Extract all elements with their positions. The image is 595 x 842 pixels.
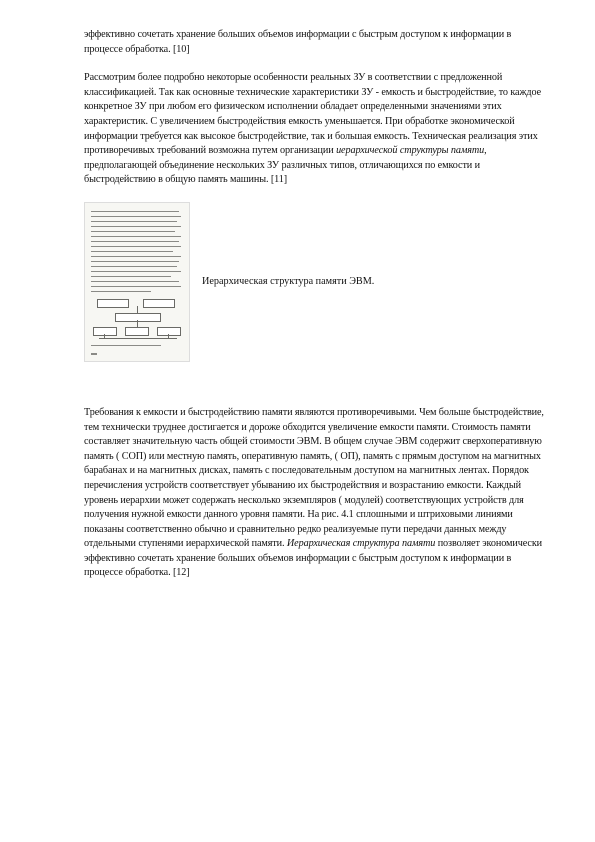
paragraph-1 [84,28,552,57]
paragraph-2-emphasis: иерархической структуры памяти [336,145,485,157]
figure [84,202,552,362]
paragraph-2 [84,71,552,188]
paragraph-1-text: эффективно сочетать хранение больших объемов информации с быстрым доступом к информации в процессе обработка. [10] [84,29,512,55]
figure-caption: Иерархическая структура памяти ЭВМ. [202,276,375,288]
paragraph-2-text-a: Рассмотрим более подробно некоторые особенности реальных ЗУ в соответствии с предложенной классификацией. Так как основные технические характеристики ЗУ - емкость и быстродействие, то каждое конкретное ЗУ при любом его физическом исполнении обладает определенными значениями этих характеристик. С увеличением быстродействия емкость уменьшается. При обработке экономической информации требуется как высокое быстродействие, так и большая емкость. Техническая реализация этих противоречивых требований возможна путем организации [84,72,542,157]
figure-scan-image [84,202,190,362]
paragraph-2-text-b: , предполагающей объединение нескольких ЗУ различных типов, отличающихся по емкости и быстродействию в общую память машины. [11] [84,145,487,186]
paragraph-3-text-a: Требования к емкости и быстродействию памяти являются противоречивыми. Чем больше быстродействие, тем технически труднее достигается и дороже обходится увеличение емкости памяти. Стоимость памяти составляет значительную часть общей стоимости ЭВМ. В общем случае ЭВМ содержит сверхоперативную память ( СОП) или местную память, оперативную память, ( ОП), память с прямым доступом на магнитных барабанах и на магнитных дисках, память с последовательным доступом на магнитных лентах. Порядок перечисления устройств соответствует убыванию их быстродействия и возрастанию емкости. Каждый уровень иерархии может содержать несколько экземпляров ( модулей) соответствующих устройств для получения нужной емкости данного уровня памяти. На рис. 4.1 сплошными и штриховыми линиями показаны соответственно обычно и сравнительно редко реализуемые пути передачи данных между отдельными ступенями иерархической памяти. [84,406,544,550]
paragraph-3-text-b: позволяет экономически эффективно сочетать хранение больших объемов информации с быстрым доступом к информации в процессе обработка. [12] [84,538,543,579]
paragraph-3 [84,406,552,581]
document-page [84,28,552,581]
paragraph-3-emphasis: Иерархическая структура памяти [286,538,436,550]
spacer [84,57,552,71]
